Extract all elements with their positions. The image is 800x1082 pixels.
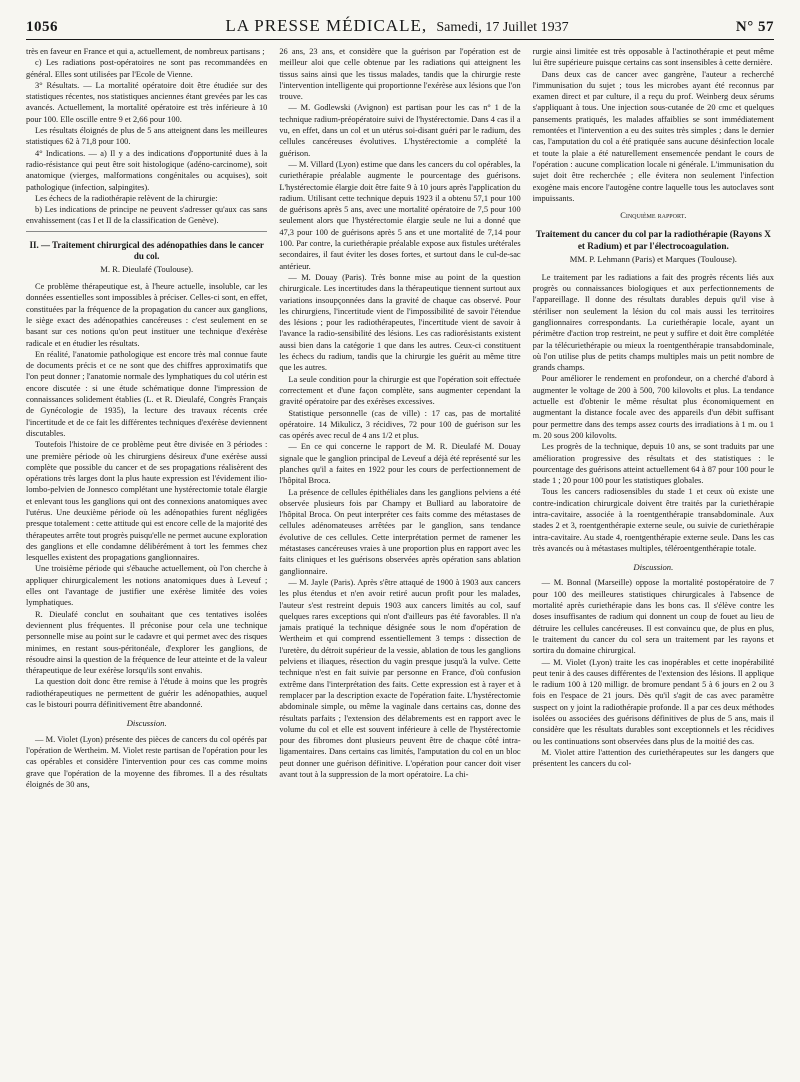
paragraph: — M. Bonnal (Marseille) oppose la mortalité postopératoire de 7 pour 100 des meilleures statistiques chirurgicales à l'absence de mortalité après curiethérapie dans les bons cas. Il s'élève contre les doses insuffisantes de radium qui donnent un coup de fouet au lieu de détruire les cellules cancéreuses. Il est convaincu que, de plus en plus, le traitement du cancer du col sera un traitement par les rayons et sortira du domaine chirurgical. [532, 578, 774, 656]
paragraph: — M. Villard (Lyon) estime que dans les cancers du col opérables, la curiethérapie préalable augmente le pourcentage des guérisons. L'hystérectomie élargie doit être faite 9 à 10 jours après l'application du radium. Utilisant cette technique depuis 1923 il a obtenu 57,1 pour 100 de guérisons après 5 ans, avec une mortalité opératoire de 7,5 pour 100 seulement alors que l'hystérectomie élargie seule ne lui a donné que 47,3 pour 100 de guérisons après 5 ans et une mortalité de 7,14 pour 100. Par contre, la curiethérapie préalable expose aux fistules urétérales secondaires, il faut éviter les doses fortes, et surtout dans le cul-de-sac antérieur. [279, 159, 521, 271]
paragraph: c) Les radiations post-opératoires ne sont pas recommandées en général. Elles sont utilisées par l'Ecole de Vienne. [26, 58, 268, 79]
paragraph: La seule condition pour la chirurgie est que l'opération soit effectuée correctement et d'une façon complète, sans augmenter cependant la gravité opératoire par des exérèses excessives. [279, 374, 521, 407]
page-header [26, 10, 774, 40]
column-2 [279, 46, 520, 1076]
discussion-heading: Discussion. [633, 562, 674, 573]
paragraph: 4° Indications. — a) Il y a des indications d'opportunité dues à la radio-résistance qui peut être soit histologique (adéno-carcinome), soit anatomique (vierges, malformations congénitales ou acquises), soit pathologique (infection, salpingites). [26, 148, 268, 192]
paragraph: — M. Violet (Lyon) présente des pièces de cancers du col opérés par l'opération de Wertheim. M. Violet reste partisan de l'opération pour les cas opérables et considère l'intervention pour ces cas comme moins grave que l'opération de la moyenne des fibromes. Il a des résultats éloignés de 30 ans, [26, 734, 268, 789]
paragraph: M. Violet attire l'attention des curiethérapeutes sur les dangers que présentent les cancers du col- [532, 747, 774, 769]
paragraph: b) Les indications de principe ne peuvent s'adresser qu'aux cas sans envahissement (cas I et II de la classification de Genève). [26, 205, 268, 226]
paragraph: Les résultats éloignés de plus de 5 ans atteignent dans les meilleures statistiques 62 à 71,8 pour 100. [26, 126, 268, 147]
article-columns [26, 46, 774, 1076]
paragraph: R. Dieulafé conclut en souhaitant que ces tentatives isolées deviennent plus fréquentes. Il préconise pour cela une technique personnelle mise au point sur le cadavre et qui permet avec des risques minimes, en restant sous-péritonéale, d'explorer les ganglions, de résoudre ainsi la question de la fréquence de leur atteinte et de la valeur thérapeutique de leur exérèse lorsqu'ils sont envahis. [26, 609, 268, 676]
issue-date: Samedi, 17 Juillet 1937 [436, 20, 569, 35]
paragraph: Les progrès de la technique, depuis 10 ans, se sont traduits par une amélioration progressive des résultats et des statistiques : le pourcentage des guérisons atteint actuellement 64 à 87 pour 100 pour le stade 1 ; 20 pour 100 pour les statistiques globales. [532, 442, 774, 486]
paragraph: Les échecs de la radiothérapie relèvent de la chirurgie: [35, 193, 218, 203]
journal-title-line [225, 16, 568, 36]
divider [26, 231, 267, 232]
discussion-heading: Discussion. [126, 718, 167, 729]
paragraph: — En ce qui concerne le rapport de M. R. Dieulafé M. Douay signale que le ganglion principal de Leveuf a déjà été représenté sur les planches qu'il a faites en 1922 pour les cours de perfectionnement de l'hôpital Broca. [279, 442, 521, 486]
paragraph: Une troisième période qui s'ébauche actuellement, où l'on cherche à appliquer chirurgicalement les notions anatomiques dues à Leveuf ; elles ont l'avantage de justifier une exérèse limitée des voies lymphatiques. [26, 564, 268, 608]
page-number: 1056 [26, 19, 58, 35]
paragraph: — M. Godlewski (Avignon) est partisan pour les cas n° 1 de la technique radium-préopératoire suivi de l'hystérectomie. Dans 4 cas il a vu, en effet, dans un col et un utérus soi-disant guéri par le radium, des cellules cancéreuses évolutives. L'hystérectomie a complété la guérison. [279, 103, 521, 158]
section-title: II. — Traitement chirurgical des adénopathies dans le cancer du col. [29, 239, 264, 261]
report-label: Cinquième rapport. [620, 211, 687, 221]
section-title: Traitement du cancer du col par la radiothérapie (Rayons X et Radium) et par l'électrocoagulation. [535, 229, 771, 251]
paragraph: — M. Violet (Lyon) traite les cas inopérables et cette inopérabilité peut tenir à des causes différentes de l'extension des lésions. Il applique le radium 100 à 120 milligr. de bromure pendant 5 à 6 jours en 2 ou 3 fois en l'espace de 21 jours. Dès qu'il s'agit de cas avec paramètre suspect on y joint la radiothérapie profonde. Il a par ces deux méthodes isolées ou associées des guérisons définitives de plus de 5 ans, mais il considère que les résultats durables sont exceptionnels et les récidives ou les continuations sont observées dans plus de la moitié des cas. [532, 657, 774, 746]
paragraph: Dans deux cas de cancer avec gangrène, l'auteur a recherché l'immunisation du sujet ; tous les microbes ayant été reconnus par examen direct et par culture, il a reçu du prof. Weinberg deux sérums s'appliquant à tous. Une injection sous-cutanée de 20 cmc et quelques pansements pratiqués, les malades affaiblies se sont immédiatement remontées et l'intervention a eu des suites très simples ; dans le dernier cas, l'amputation du col a été pratiquée sans aucune désinfection locale et toute la plaie a été naturellement ensemencée pendant le cours de l'opération : aucune complication locale ni générale. L'immunisation du sujet doit être recherchée ; elle évitera non seulement l'infection exogène mais encore l'autogène contre laquelle tous les autoclaves sont impuissants. [532, 69, 774, 203]
paragraph: Toutefois l'histoire de ce problème peut être divisée en 3 périodes : une première période où les chirurgiens désireux d'une exérèse aussi complète que possible du cancer et de ses propagations réalisèrent des opérations très larges dont la plus haute expression est l'évidement ilio-lombo-pelvien de Jonnesco complétant une hystérectomie totale élargie et enlevant tous les ganglions qui ont des connexions anatomiques avec l'utérus. Une deuxième période où les adénopathies furent négligées presque totalement : cette attitude qui est encore celle de la majorité des thérapeutes arrête tout progrès puisqu'elle ne permet aucune exploration des ganglions et elle condamne délibérément à tort les femmes chez lesquelles existent des propagations ganglionnaires. [26, 440, 268, 563]
paragraph: Le traitement par les radiations a fait des progrès récents liés aux progrès ou connaissances biologiques et aux perfectionnements de l'appareillage. Il donne des résultats durables depuis qu'il vise à stériliser non seulement la lésion du col mais aussi les territoires ganglionnaires correspondants. La curiethérapie locale, ayant un périmètre d'action trop restreint, ne peut y suffire et doit être complétée par la télécuriethérapie ou mieux la roentgenthérapie transabdominale, où l'on utilise plus de petits champs multiples mais un petit nombre de grands champs. [532, 272, 774, 373]
paragraph: très en faveur en France et qui a, actuellement, de nombreux partisans ; [26, 47, 265, 56]
paragraph: — M. Douay (Paris). Très bonne mise au point de la question chirurgicale. Les incertitudes dans la thérapeutique tiennent surtout aux variations insoupçonnées dans la gravité de chaque cas observé. Pour les chirurgiens, l'incertitude vient de l'impossibilité de savoir l'étendue des lésions ; pour les radiothérapeutes, l'incertitude vient de savoir à l'avance la radio-sensibilité des lésions. Les cas radiorésistants existent aussi bien dans la catégorie 1 que dans les autres. Ceux-ci constituent les échecs du radium, tandis que la chirurgie les guérit au même titre que les autres. [279, 272, 521, 373]
column-3 [533, 46, 774, 1076]
paragraph: Statistique personnelle (cas de ville) : 17 cas, pas de mortalité opératoire. 14 Mikulicz, 3 récidives, 72 pour 100 de guérison sur les cas opérés avec recul de 4 ans 1/2 et plus. [279, 408, 521, 441]
paragraph: — M. Jayle (Paris). Après s'être attaqué de 1900 à 1903 aux cancers les plus étendus et n'en avoir retiré aucun profit pour les malades, l'auteur s'est restreint depuis 1903 aux cancers limités au col, sauf quelques rares exceptions qui n'ont d'ailleurs pas été favorables. Il n'a jamais pratiqué la technique désignée sous le nom d'opération de Wertheim et qui comprend essentiellement 3 temps : dissection de l'uretère, du détroit supérieur de la vessie, ablation de tous les ganglions pelviens et iliaques, résection du vagin presque jusqu'à la vulve. Cette technique n'est en fait suivie par personne en France, d'où confusion extrême dans l'interprétation des faits. Cette expression est à rayer et à remplacer par la description exacte de l'opération faite. L'hystérectomie abdominale simple, ou même la vaginale dans certains cas, donne des résultats parfaits ; l'extension des délabrements est en rapport avec le volume du col et elle est souvent inférieure à celle de l'hystérectomie pour des fibromes dont plusieurs peuvent être de chaque côté intra-ligamentaires. Dans certains cas limités, l'amputation du col en un bloc peut donner une guérison définitive. L'opération pour cancer doit viser avant tout à la suppression de la mort opératoire. La chi- [279, 577, 521, 779]
issue-number: N° 57 [735, 19, 774, 35]
section-author: MM. P. Lehmann (Paris) et Marques (Toulouse). [569, 254, 737, 265]
paragraph: La question doit donc être remise à l'étude à moins que les progrès radiothérapeutiques ne permettent de guérir les adénopathies, auquel cas le bistouri pourra définitivement être abandonné. [26, 677, 268, 710]
section-author: M. R. Dieulafé (Toulouse). [100, 263, 194, 274]
paragraph: Ce problème thérapeutique est, à l'heure actuelle, insoluble, car les données essentielles sont impossibles à préciser. Celles-ci sont, en effet, constituées par la fréquence de la propagation du cancer aux ganglions, le siège exact des adénopathies cancéreuses : c'est seulement en se basant sur ces notions qu'on peut instituer une technique d'exérèse radicale et en étudier les résultats. [26, 282, 268, 348]
paragraph: En réalité, l'anatomie pathologique est encore très mal connue faute de documents précis et ce ne sont que des chiffres approximatifs que l'on peut donner ; l'anatomie normale des lymphatiques du col utérin est encore discutée : si une étude schématique donne l'impression de connaissances solidement établies (L. et R. Dieulafé, Congrès Français de Gynécologie de 1935), la lecture des travaux récents crée l'incertitude et de ce fait les différentes techniques d'exérèse deviennent discutables. [26, 349, 268, 438]
paragraph: La présence de cellules épithéliales dans les ganglions pelviens a été observée plusieurs fois par Champy et Bulliard au laboratoire de l'hôpital Broca. On peut interpréter ces faits comme des métastases de cellules adénomateuses arrêtées par le ganglion, sans tendance évolutive de ces cellules. Cette interprétation permet de ramener les métastases cancéreuses vraies à une proportion plus en rapport avec les faits cliniques et les guérisons observées après opération sans ablation ganglionnaire. [279, 487, 521, 576]
paragraph: Tous les cancers radiosensibles du stade 1 et ceux où existe une contre-indication chirurgicale doivent être traités par la curiethérapie intra-cavitaire, associée à la roentgenthérapie transabdominale. Aux stades 2 et 3, roentgenthérapie externe seule, ou suivie de curiethérapie intra-cavitaire. Au stade 4, roentgenthérapie externe seule. Dans les cas très avancés ou à métastases multiples, téléroentgenthérapie totale. [532, 487, 774, 553]
paragraph: 26 ans, 23 ans, et considère que la guérison par l'opération est de meilleur aloi que celle obtenue par les radiations qui atteignent les tissus sains ainsi que les tissus malades, tandis que la chirurgie reste l'intervention intelligente qui proportionne l'exérèse aux lésions que l'on trouve. [279, 47, 521, 102]
paragraph: Pour améliorer le rendement en profondeur, on a cherché d'abord à augmenter le voltage de 200 à 500, 700 kilovolts et plus. La tendance actuelle est d'obtenir le même résultat plus économiquement en augmentant la distance focale avec des appareils d'un débit suffisant pour permettre dans des temps assez courts des irradiations à 1 m. ou 1 m. 20 sous 200 kilovolts. [532, 374, 774, 440]
paragraph: rurgie ainsi limitée est très opposable à l'actinothérapie et peut même lui être supérieure puisque certains cas sont insensibles à cette dernière. [532, 47, 774, 68]
column-1 [26, 46, 267, 1076]
paragraph: 3° Résultats. — La mortalité opératoire doit être étudiée sur des statistiques récentes, nos statistiques anciennes étant grevées par les cas avancés. Actuellement, la mortalité opératoire est très inférieure à 10 pour 100. Elle oscille entre 9 et 2,66 pour 100. [26, 80, 268, 124]
journal-name: LA PRESSE MÉDICALE, [225, 16, 428, 35]
